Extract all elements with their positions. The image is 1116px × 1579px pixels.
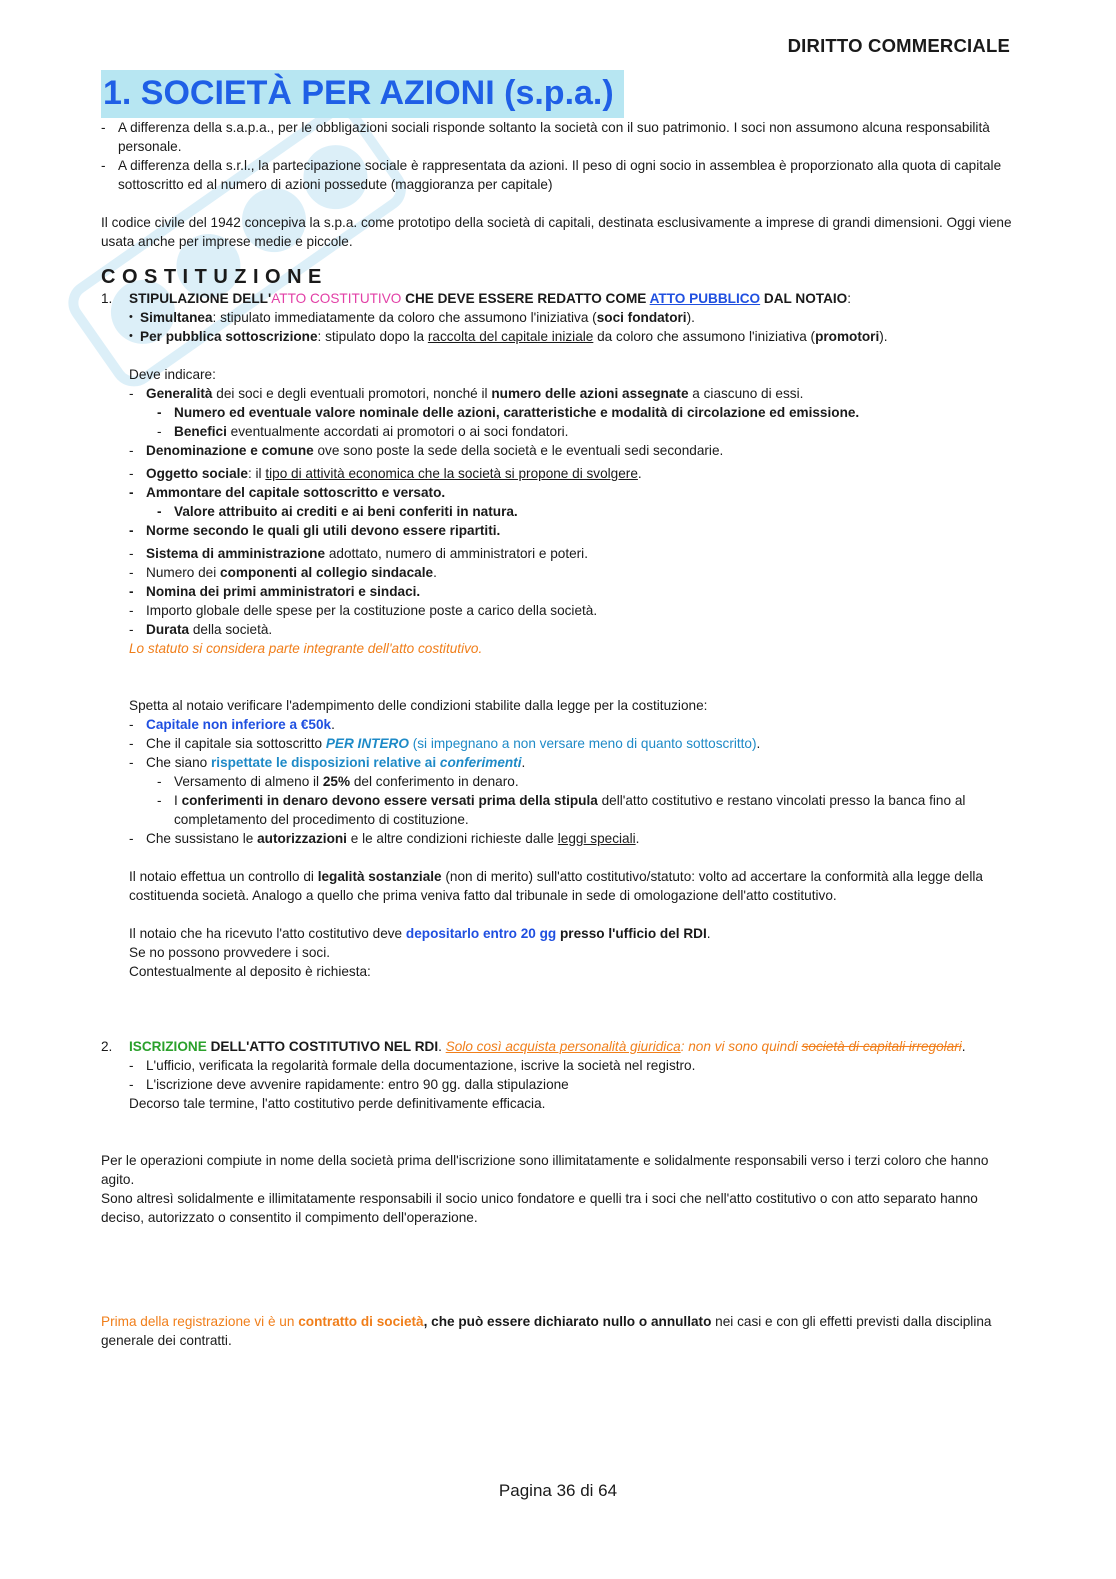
personalita-giuridica: Solo così acquista personalità giuridica <box>445 1039 681 1054</box>
contratto-paragraph <box>101 1312 1019 1350</box>
list-item-nomina: - Nomina dei primi amministratori e sindaci. <box>129 582 1019 601</box>
conferimenti: conferimenti <box>439 755 522 770</box>
list-item-oggetto <box>129 464 1019 483</box>
intro-paragraph: Il codice civile del 1942 concepiva la s.p.a. come prototipo della società di capitali, destinata esclusivamente a imprese di grandi dimensioni. Oggi viene usata anche per imprese medie e piccole. <box>101 215 1012 249</box>
step-2-number: 2. <box>101 1039 113 1054</box>
autorizzazioni-end: . <box>635 831 640 846</box>
step-1-text-b: CHE DEVE ESSERE REDATTO COME <box>401 291 650 306</box>
subcondition-denaro <box>157 791 1019 829</box>
controllo-paragraph <box>129 867 1019 905</box>
page-title: 1. SOCIETÀ PER AZIONI (s.p.a.) <box>101 70 624 118</box>
list-item-norme: - Norme secondo le quali gli utili devono essere ripartiti. <box>129 521 1019 540</box>
contratto-societa: contratto di società <box>298 1314 424 1329</box>
condition-intero <box>129 734 1019 753</box>
pubblica-text: : stipulato dopo la <box>317 329 428 344</box>
collegio-end: . <box>433 565 437 580</box>
list-item-collegio <box>129 563 1019 582</box>
soci-fondatori: soci fondatori <box>596 310 687 325</box>
generalita-end: a ciascuno di essi. <box>688 386 804 401</box>
autorizzazioni: autorizzazioni <box>257 831 347 846</box>
conferimenti-text: Che siano <box>146 755 211 770</box>
disposizioni: rispettate le disposizioni relative ai <box>211 755 440 770</box>
iscrizione: ISCRIZIONE <box>129 1039 207 1054</box>
step-2-note: : non vi sono quindi <box>680 1039 802 1054</box>
step-1-heading <box>101 289 1019 308</box>
condition-conferimenti <box>129 753 1019 772</box>
list-subitem-benefici <box>157 422 1019 441</box>
raccolta-capitale: raccolta del capitale iniziale <box>427 329 594 344</box>
intero-text: Che il capitale sia sottoscritto <box>146 736 326 751</box>
simultanea-end: ). <box>686 310 695 325</box>
intro-bullet-2: - A differenza della s.r.l., la partecipazione sociale è rappresentata da azioni. Il peso di ogni socio in assemblea è proporzionato alla quota di capitale sottoscritto ed al numero di azioni possedute (maggioranza per capitale) <box>101 156 1019 194</box>
header-subject: DIRITTO COMMERCIALE <box>787 35 1010 56</box>
list-item-generalita <box>129 384 1019 403</box>
numero-azioni: numero delle azioni assegnate <box>491 386 689 401</box>
list-item-durata <box>129 620 1019 639</box>
versamento-end: del conferimento in denaro. <box>350 774 519 789</box>
step-2-heading <box>101 1037 1019 1056</box>
list-subitem-numero: - Numero ed eventuale valore nominale delle azioni, caratteristiche e modalità di circolazione ed emissione. <box>157 403 1019 422</box>
step-2-list <box>129 1056 1019 1113</box>
conferimenti-end: . <box>521 755 526 770</box>
step-1-text-c: DAL NOTAIO <box>760 291 848 306</box>
list-item-spese: - Importo globale delle spese per la costituzione poste a carico della società. <box>129 601 1019 620</box>
contratto-nullo: , che può essere dichiarato nullo o annullato <box>423 1314 712 1329</box>
step-2-sep: . <box>438 1039 446 1054</box>
responsabilita-paragraph-2: Sono altresì solidalmente e illimitatamente responsabili il socio unico fondatore e quelli tra i soci che nell'atto costitutivo o con atto separato hanno deciso, autorizzato o consentito il compimento dell'operazione. <box>101 1191 978 1225</box>
step-2-item-2: - L'iscrizione deve avvenire rapidamente: entro 90 gg. dalla stipulazione <box>129 1075 1019 1094</box>
contratto-text: Prima della registrazione vi è un <box>101 1314 299 1329</box>
versamento-text: Versamento di almeno il <box>174 774 323 789</box>
controllo-text: Il notaio effettua un controllo di <box>129 869 318 884</box>
denaro-end: dell'atto costitutivo e restano vincolati presso la banca fino al completamento del procedimento di costituzione. <box>174 793 966 827</box>
promotori: promotori <box>815 329 880 344</box>
deposito-end: . <box>706 926 711 941</box>
oggetto-text: : il <box>247 466 266 481</box>
step-1-colon: : <box>847 291 852 306</box>
autorizzazioni-text-2: e le altre condizioni richieste dalle <box>346 831 558 846</box>
per-intero: PER INTERO <box>325 736 409 751</box>
sistema-text: adottato, numero di amministratori e poteri. <box>325 546 588 561</box>
intro-bullet-1: - A differenza della s.a.p.a., per le obbligazioni sociali risponde soltanto la società con il suo patrimonio. I soci non assumono alcuna responsabilità personale. <box>101 118 1019 156</box>
atto-costitutivo-label: ATTO COSTITUTIVO <box>271 291 402 306</box>
capitale-end: . <box>331 717 335 732</box>
oggetto-sociale: Oggetto sociale <box>146 466 248 481</box>
generalita: Generalità <box>146 386 213 401</box>
deposito-text: Il notaio che ha ricevuto l'atto costitutivo deve <box>129 926 406 941</box>
intero-end: . <box>756 736 761 751</box>
condition-capitale <box>129 715 1019 734</box>
atto-pubblico-link: ATTO PUBBLICO <box>649 291 761 306</box>
leggi-speciali: leggi speciali <box>557 831 636 846</box>
deposito-paragraph <box>129 924 1019 943</box>
denominazione-text: ove sono poste la sede della società e le eventuali sedi secondarie. <box>313 443 724 458</box>
statuto-note: Lo statuto si considera parte integrante dell'atto costitutivo. <box>129 641 483 656</box>
notaio-conditions <box>129 715 1019 848</box>
list-subitem-valore: - Valore attribuito ai crediti e ai beni conferiti in natura. <box>157 502 1019 521</box>
step-2-item-1: - L'ufficio, verificata la regolarità formale della documentazione, iscrive la società nel registro. <box>129 1056 1019 1075</box>
denaro-text: I <box>174 793 182 808</box>
responsabilita-paragraph-1: Per le operazioni compiute in nome della società prima dell'iscrizione sono illimitatamente e solidalmente responsabili verso i terzi coloro che hanno agito. <box>101 1153 989 1187</box>
pubblica-item <box>129 327 1019 346</box>
contratto-end: nei casi e con gli effetti previsti dalla disciplina generale dei contratti. <box>101 1314 992 1348</box>
deposito-soci: Se no possono provvedere i soci. <box>129 945 331 960</box>
pubblica-label: Per pubblica sottoscrizione <box>140 329 318 344</box>
step-2-decorso: Decorso tale termine, l'atto costitutivo perde definitivamente efficacia. <box>129 1096 546 1111</box>
generalita-text: dei soci e degli eventuali promotori, nonché il <box>212 386 492 401</box>
notaio-intro: Spetta al notaio verificare l'adempimento delle condizioni stabilite dalla legge per la costituzione: <box>129 698 708 713</box>
step-2-title: DELL'ATTO COSTITUTIVO NEL RDI <box>206 1039 439 1054</box>
intero-note: (si impegnano a non versare meno di quanto sottoscritto) <box>408 736 757 751</box>
oggetto-end: . <box>637 466 642 481</box>
societa-irregolari: società di capitali irregolari <box>801 1039 962 1054</box>
simultanea-text: : stipulato immediatamente da coloro che assumono l'iniziativa ( <box>212 310 597 325</box>
legalita-sostanziale: legalità sostanziale <box>317 869 442 884</box>
conferimenti-denaro: conferimenti in denaro devono essere versati prima della stipula <box>181 793 598 808</box>
sistema-amministrazione: Sistema di amministrazione <box>146 546 326 561</box>
deposito-contestuale: Contestualmente al deposito è richiesta: <box>129 964 371 979</box>
tipo-attivita: tipo di attività economica che la società si propone di svolgere <box>265 466 638 481</box>
ufficio-rdi: presso l'ufficio del RDI <box>556 926 707 941</box>
collegio-sindacale: componenti al collegio sindacale <box>220 565 434 580</box>
pubblica-end: ). <box>879 329 888 344</box>
requirements-list <box>129 384 1019 639</box>
autorizzazioni-text: Che sussistano le <box>146 831 258 846</box>
page-number: Pagina 36 di 64 <box>498 1481 618 1500</box>
benefici: Benefici <box>174 424 227 439</box>
step-1-text-a: STIPULAZIONE DELL' <box>129 291 272 306</box>
list-item-denominazione <box>129 441 1019 460</box>
step-1-number: 1. <box>101 291 113 306</box>
list-item-sistema <box>129 544 1019 563</box>
section-heading-costituzione: COSTITUZIONE <box>101 266 328 288</box>
deve-indicare: Deve indicare: <box>129 367 216 382</box>
document-body <box>101 118 1019 1350</box>
capitale-minimo: Capitale non inferiore a €50k <box>146 717 332 732</box>
denominazione: Denominazione e comune <box>146 443 314 458</box>
simultanea-label: Simultanea <box>140 310 213 325</box>
controllo-end: (non di merito) sull'atto costitutivo/statuto: volto ad accertare la conformità alla legge della costituenda società. Analogo a quello che prima veniva fatto dal tribunale in sede di omologazione dell'atto costitutivo. <box>129 869 983 903</box>
durata: Durata <box>146 622 190 637</box>
benefici-text: eventualmente accordati ai promotori o ai soci fondatori. <box>226 424 569 439</box>
condition-autorizzazioni <box>129 829 1019 848</box>
subcondition-versamento <box>157 772 1019 791</box>
collegio-text: Numero dei <box>146 565 221 580</box>
deposito-termine: depositarlo entro 20 gg <box>405 926 557 941</box>
list-item-ammontare: - Ammontare del capitale sottoscritto e versato. <box>129 483 1019 502</box>
simultanea-item <box>129 308 1019 327</box>
durata-text: della società. <box>189 622 273 637</box>
step-2-end: . <box>961 1039 966 1054</box>
pubblica-text-2: da coloro che assumono l'iniziativa ( <box>593 329 816 344</box>
percentuale: 25% <box>322 774 351 789</box>
